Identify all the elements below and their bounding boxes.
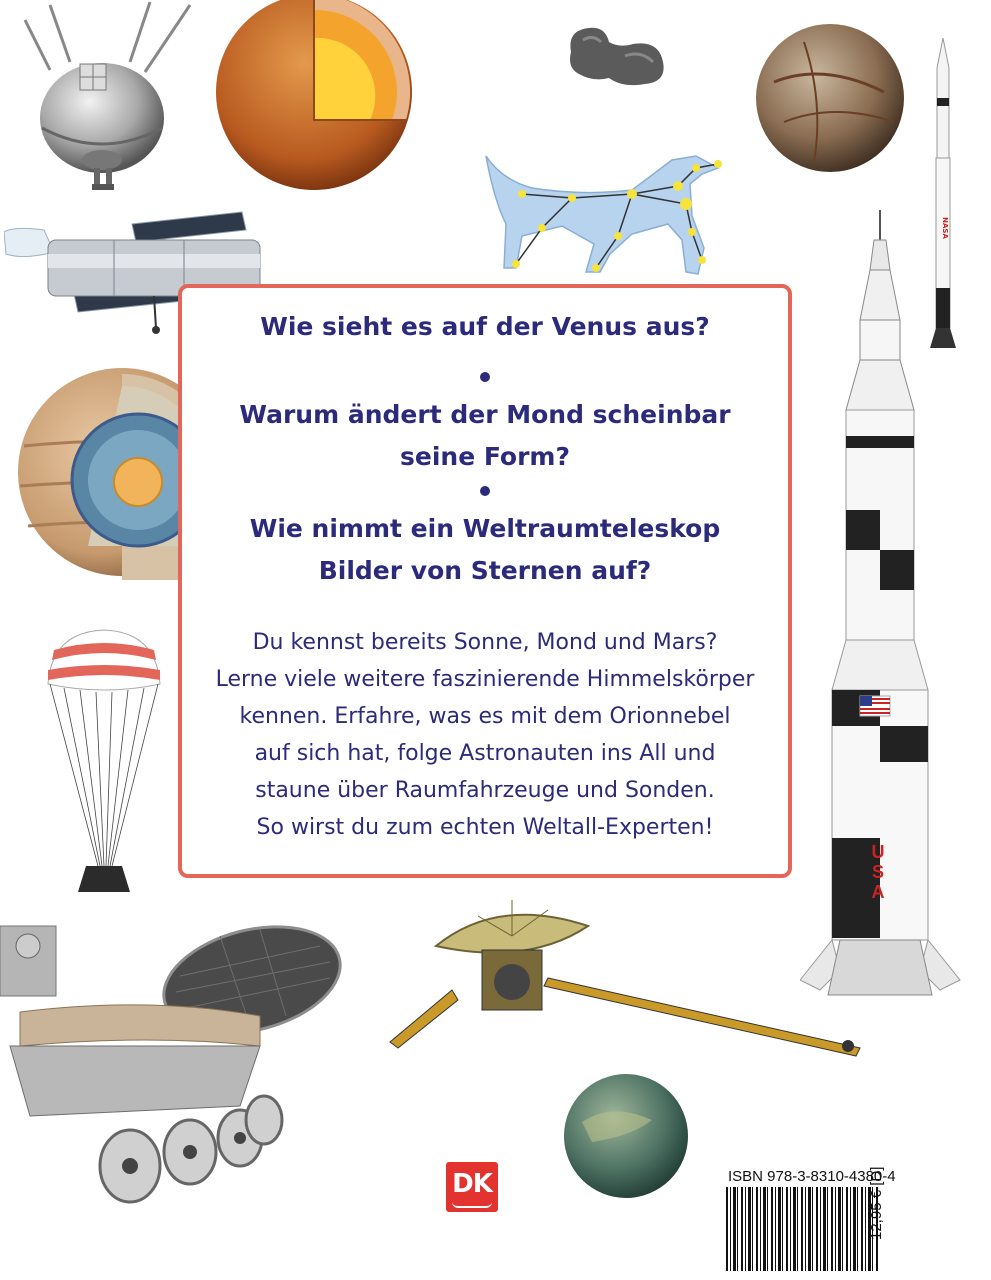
book-icon <box>452 1202 492 1208</box>
blurb-line: staune über Raumfahrzeuge und Sonden. <box>255 778 715 803</box>
question-1 <box>182 306 788 348</box>
question-box <box>178 284 792 878</box>
parachute-capsule-illustration <box>44 626 164 904</box>
question-3 <box>182 508 788 592</box>
venus-cutaway-illustration <box>216 0 412 200</box>
question-2-line-2: seine Form? <box>400 442 570 471</box>
blurb-line: kennen. Erfahre, was es mit dem Orionnebel <box>239 704 731 729</box>
usa-letter-a: A <box>871 882 885 902</box>
sputnik-satellite-illustration <box>20 0 200 205</box>
comet-nucleus-illustration <box>563 22 669 92</box>
constellation-dog-illustration <box>482 140 738 288</box>
barcode-icon <box>726 1187 880 1271</box>
nasa-rocket-text: NASA <box>941 217 949 239</box>
lunokhod-rover-illustration <box>0 916 350 1206</box>
titan-moon-illustration <box>562 1072 690 1200</box>
europa-moon-illustration <box>754 22 906 174</box>
question-3-line-1: Wie nimmt ein Weltraumteleskop <box>249 514 721 543</box>
blurb-line: So wirst du zum echten Weltall-Experten! <box>256 815 714 840</box>
cassini-spacecraft-illustration <box>388 896 864 1058</box>
dk-logo-text: DK <box>452 1169 492 1199</box>
usa-letter-u: U <box>871 842 885 862</box>
dk-publisher-logo <box>446 1162 498 1212</box>
question-1-line-1: Wie sieht es auf der Venus aus? <box>260 312 710 341</box>
question-3-line-2: Bilder von Sternen auf? <box>318 556 652 585</box>
price-label: 12,95 € [D] <box>868 1166 885 1240</box>
isbn-number: ISBN 978-3-8310-4380-4 <box>728 1168 896 1185</box>
question-2-line-1: Warum ändert der Mond scheinbar <box>239 400 731 429</box>
bullet-separator-2 <box>480 486 490 496</box>
saturn-v-rocket-illustration <box>800 210 976 1000</box>
blurb-line: auf sich hat, folge Astronauten ins All und <box>254 741 716 766</box>
blurb-line: Lerne viele weitere faszinierende Himmelskörper <box>215 667 755 692</box>
blurb-text <box>182 624 788 846</box>
question-2 <box>182 394 788 478</box>
usa-letter-s: S <box>871 862 885 882</box>
blurb-line: Du kennst bereits Sonne, Mond und Mars? <box>252 630 718 655</box>
bullet-separator-1 <box>480 372 490 382</box>
